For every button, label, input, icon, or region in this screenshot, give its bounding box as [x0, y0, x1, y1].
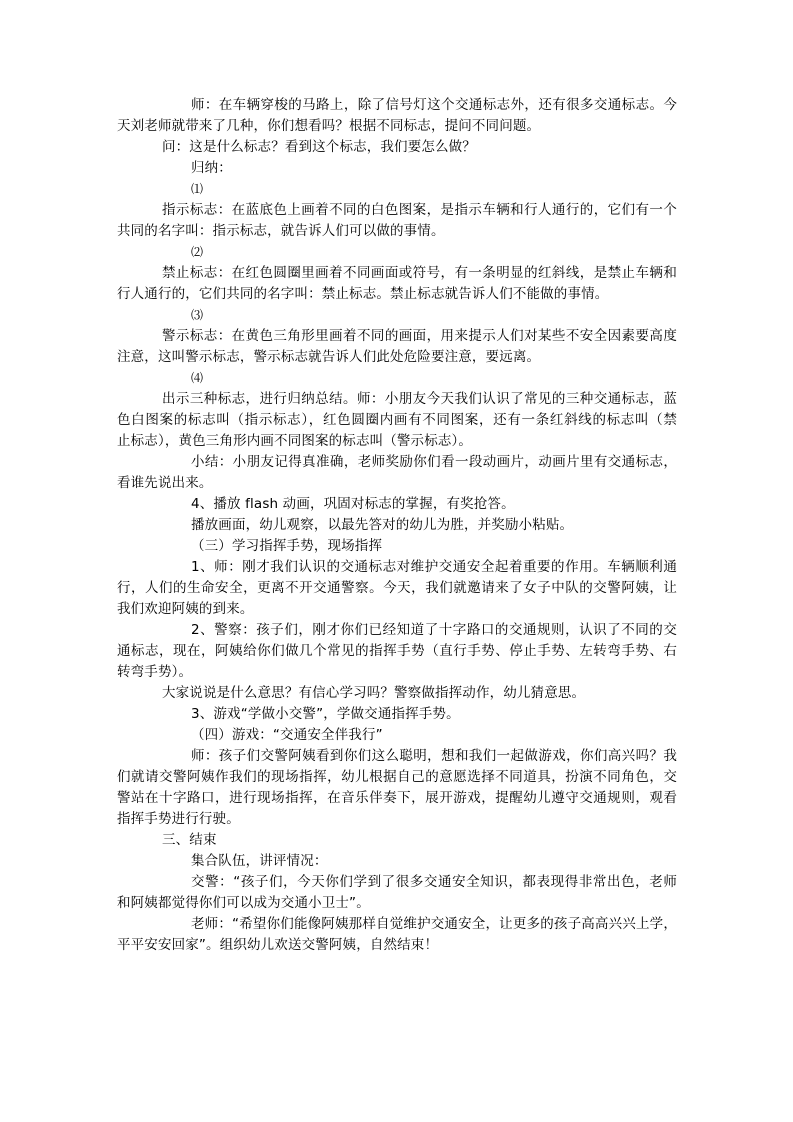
section-heading: （三）学习指挥手势，现场指挥 [191, 538, 383, 554]
text-line: 交警：“孩子们，今天你们学到了很多交通安全知识，都表现得非常出色，老师 [191, 874, 677, 890]
text-line: 指挥手势进行行驶。 [117, 811, 240, 827]
text-line: 共同的名字叫：指示标志，就告诉人们可以做的事情。 [117, 223, 445, 239]
text-line: 们就请交警阿姨作我们的现场指挥，幼儿根据自己的意愿选择不同道具，扮演不同角色，交 [117, 769, 677, 785]
text-line: 播放画面，幼儿观察，以最先答对的幼儿为胜，并奖励小粘贴。 [191, 517, 574, 533]
text-line: 3、游戏“学做小交警”，学做交通指挥手势。 [191, 706, 460, 722]
text-line: 转弯手势）。 [117, 664, 193, 680]
text-line: 老师：“希望你们能像阿姨那样自觉维护交通安全，让更多的孩子高高兴兴上学， [191, 916, 677, 932]
text-line: ⑵ [191, 245, 204, 259]
text-line: 通标志，现在，阿姨给你们做几个常见的指挥手势（直行手势、停止手势、左转弯手势、右 [117, 643, 677, 659]
text-line: 和阿姨都觉得你们可以成为交通小卫士”。 [117, 895, 370, 911]
text-line: ⑷ [191, 371, 204, 385]
text-line: 大家说说是什么意思？有信心学习吗？警察做指挥动作，幼儿猜意思。 [162, 685, 586, 701]
text-line: 看谁先说出来。 [117, 475, 213, 491]
text-line: 归纳： [191, 160, 232, 176]
text-line: 4、播放 flash 动画，巩固对标志的掌握，有奖抢答。 [191, 496, 515, 512]
text-line: 警站在十字路口，进行现场指挥，在音乐伴奏下，展开游戏，提醒幼儿遵守交通规则，观看 [117, 790, 677, 806]
text-line: 止标志），黄色三角形内画不同图案的标志叫（警示标志）。 [117, 433, 473, 449]
text-line: ⑴ [191, 182, 204, 196]
text-line: 警示标志：在黄色三角形里画着不同的画面，用来提示人们对某些不安全因素要高度 [162, 328, 677, 344]
text-line: 行人通行的，它们共同的名字叫：禁止标志。禁止标志就告诉人们不能做的事情。 [117, 286, 609, 302]
text-line: 行，人们的生命安全，更离不开交通警察。今天，我们就邀请来了女子中队的交警阿姨，让 [117, 580, 677, 596]
text-line: 2、警察：孩子们，刚才你们已经知道了十字路口的交通规则，认识了不同的交 [191, 622, 677, 638]
text-line: 1、师：刚才我们认识的交通标志对维护交通安全起着重要的作用。车辆顺利通 [191, 559, 677, 575]
text-line: ⑶ [191, 308, 204, 322]
section-heading: （四）游戏：“交通安全伴我行” [191, 727, 383, 743]
text-line: 指示标志：在蓝底色上画着不同的白色图案，是指示车辆和行人通行的，它们有一个 [162, 202, 677, 218]
text-line: 师：在车辆穿梭的马路上，除了信号灯这个交通标志外，还有很多交通标志。今 [191, 97, 677, 113]
text-line: 问：这是什么标志？看到这个标志，我们要怎么做？ [162, 139, 476, 155]
text-line: 注意，这叫警示标志，警示标志就告诉人们此处危险要注意，要远离。 [117, 349, 541, 365]
text-line: 平平安安回家”。组织幼儿欢送交警阿姨，自然结束！ [117, 937, 439, 953]
section-heading: 三、结束 [162, 832, 217, 848]
text-line: 禁止标志：在红色圆圈里画着不同画面或符号，有一条明显的红斜线，是禁止车辆和 [162, 265, 677, 281]
text-line: 集合队伍，讲评情况： [191, 853, 328, 869]
text-line: 师：孩子们交警阿姨看到你们这么聪明，想和我们一起做游戏，你们高兴吗？我 [191, 748, 677, 764]
text-line: 出示三种标志，进行归纳总结。师：小朋友今天我们认识了常见的三种交通标志，蓝 [162, 391, 677, 407]
text-line: 色白图案的标志叫（指示标志），红色圆圈内画有不同图案，还有一条红斜线的标志叫（禁 [117, 412, 677, 428]
text-line: 天刘老师就带来了几种，你们想看吗？根据不同标志，提问不同问题。 [117, 118, 541, 134]
text-line: 小结：小朋友记得真准确，老师奖励你们看一段动画片，动画片里有交通标志， [191, 454, 677, 470]
text-line: 我们欢迎阿姨的到来。 [117, 601, 254, 617]
